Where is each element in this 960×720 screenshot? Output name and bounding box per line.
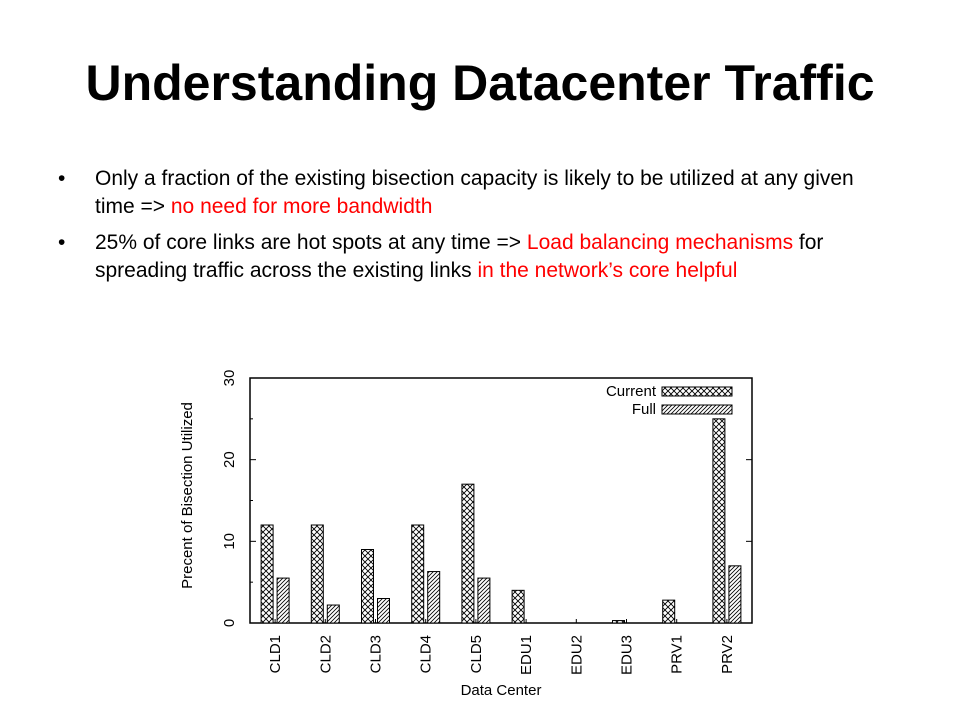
- bar-full: [428, 572, 440, 623]
- bar-current: [613, 621, 625, 623]
- bar-full: [478, 578, 490, 623]
- bar-full: [327, 605, 339, 623]
- bar-current: [261, 525, 273, 623]
- x-tick-label: PRV2: [718, 635, 736, 674]
- x-tick-label: PRV1: [668, 635, 686, 674]
- bar-current: [512, 590, 524, 623]
- bar-current: [663, 600, 675, 623]
- x-tick-label: CLD2: [317, 635, 335, 674]
- bullet-item: [58, 229, 878, 285]
- x-tick-label: CLD5: [467, 635, 485, 674]
- bullet-list: [58, 165, 878, 293]
- bullet-text: 25% of core links are hot spots at any time =>: [95, 231, 527, 254]
- bar-current: [412, 525, 424, 623]
- bar-full: [729, 566, 741, 623]
- bar-current: [713, 419, 725, 623]
- legend-label: Current: [605, 383, 656, 400]
- bullet-text: Only a fraction of the existing bisection capacity is likely to be utilized at any given time =>: [95, 167, 854, 218]
- bullet-emphasis-text: Load balancing mechanisms: [526, 231, 794, 254]
- legend-swatch-full: [662, 405, 732, 414]
- legend-label: Full: [631, 401, 656, 418]
- y-tick-label: 0: [221, 618, 238, 628]
- bisection-chart: [170, 355, 770, 705]
- bar-current: [311, 525, 323, 623]
- x-tick-label: EDU2: [568, 635, 586, 676]
- y-tick-label: 30: [221, 369, 238, 387]
- y-tick-label: 20: [221, 451, 238, 469]
- x-tick-label: EDU3: [618, 635, 636, 676]
- bullet-emphasis-text: no need for more bandwidth: [170, 195, 433, 218]
- legend-swatch-current: [662, 387, 732, 396]
- x-tick-label: EDU1: [518, 635, 536, 676]
- x-tick-label: CLD4: [417, 635, 435, 674]
- bullet-emphasis-text: in the network’s core helpful: [477, 259, 738, 282]
- bar-full: [378, 599, 390, 624]
- y-axis-label: Precent of Bisection Utilized: [179, 402, 196, 589]
- bar-full: [277, 578, 289, 623]
- bullet-text: for spreading traffic across the existing links: [95, 231, 824, 282]
- chart-svg: [170, 355, 770, 705]
- slide-title: Understanding Datacenter Traffic: [85, 55, 875, 111]
- x-tick-label: CLD3: [367, 635, 385, 674]
- bar-current: [462, 484, 474, 623]
- x-tick-label: CLD1: [267, 635, 285, 674]
- plot-frame: [250, 378, 752, 623]
- bullet-item: [58, 165, 878, 221]
- bar-current: [362, 550, 374, 624]
- y-tick-label: 10: [221, 532, 238, 550]
- x-axis-label: Data Center: [460, 682, 542, 699]
